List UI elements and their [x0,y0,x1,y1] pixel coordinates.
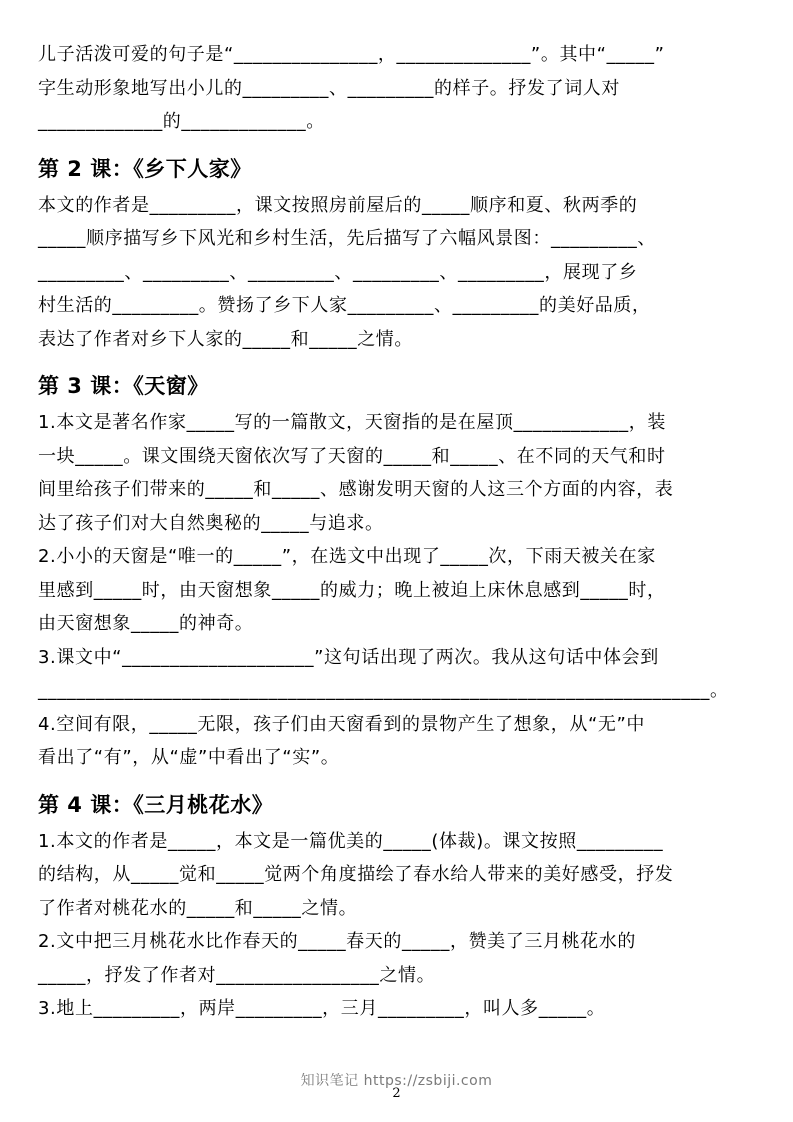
section-gap [38,139,758,145]
text-line: 间里给孩子们带来的_____和_____、感谢发明天窗的人这三个方面的内容，表 [38,479,674,500]
text-line: 1.本文是著名作家_____写的一篇散文，天窗指的是在屋顶____________，装 [38,412,666,433]
text-line: _________、_________、_________、_________、_________，展现了乡 [38,261,638,283]
worksheet-page [38,38,758,1026]
text-line: 看出了“有”，从“虚”中看出了“实”。 [38,747,340,768]
section-gap [38,356,758,362]
text-line: 4.空间有限，_____无限，孩子们由天窗看到的景物产生了想象，从“无”中 [38,713,646,735]
text-line: ______________________________________________________________________。 [38,680,729,701]
text-line: 2.文中把三月桃花水比作春天的_____春天的_____，赞美了三月桃花水的 [38,931,636,952]
text-line: 3.课文中“____________________”这句话出现了两次。我从这句话中体会到 [38,646,659,668]
text-line: 儿子活泼可爱的句子是“_______________，______________”。其中“_____” [38,44,665,65]
lesson-heading: 第 2 课：《乡下人家》 [38,156,252,181]
lesson-heading: 第 3 课：《天窗》 [38,374,209,398]
text-line: 2.小小的天窗是“唯一的_____”，在选文中出现了_____次，下雨天被关在家 [38,546,656,567]
lesson-heading: 第 4 课：《三月桃花水》 [38,792,274,817]
text-line: _____顺序描写乡下风光和乡村生活，先后描写了六幅风景图：_________、 [38,228,656,249]
text-line: _____________的_____________。 [38,111,325,132]
text-line: 村生活的_________。赞扬了乡下人家_________、_________的美好品质， [38,295,651,316]
text-line: 达了孩子们对大自然奥秘的_____与追求。 [38,512,384,534]
text-line: 的结构，从_____觉和_____觉两个角度描绘了春水给人带来的美好感受，抒发 [38,864,674,885]
text-line: 表达了作者对乡下人家的_____和_____之情。 [38,328,413,350]
section-gap [38,775,758,781]
text-line: 一块_____。课文围绕天窗依次写了天窗的_____和_____、在不同的天气和时 [38,445,666,467]
text-line: 本文的作者是_________，课文按照房前屋后的_____顺序和夏、秋两季的 [38,194,638,216]
text-line: _____，抒发了作者对_________________之情。 [38,964,436,986]
text-line: 字生动形象地写出小儿的_________、_________的样子。抒发了词人对 [38,77,620,99]
text-line: 1.本文的作者是_____，本文是一篇优美的_____(体裁)。课文按照_________ [38,830,664,852]
text-line: 里感到_____时，由天窗想象_____的威力；晚上被迫上床休息感到_____时， [38,579,666,601]
footer-watermark: 知识笔记 https://zsbiji.com [300,1073,493,1089]
text-line: 由天窗想象_____的神奇。 [38,613,254,634]
page-number: 2 [392,1086,401,1101]
text-line: 3.地上_________，两岸_________，三月_________，叫人多_____。 [38,998,606,1019]
text-line: 了作者对桃花水的_____和_____之情。 [38,897,358,919]
